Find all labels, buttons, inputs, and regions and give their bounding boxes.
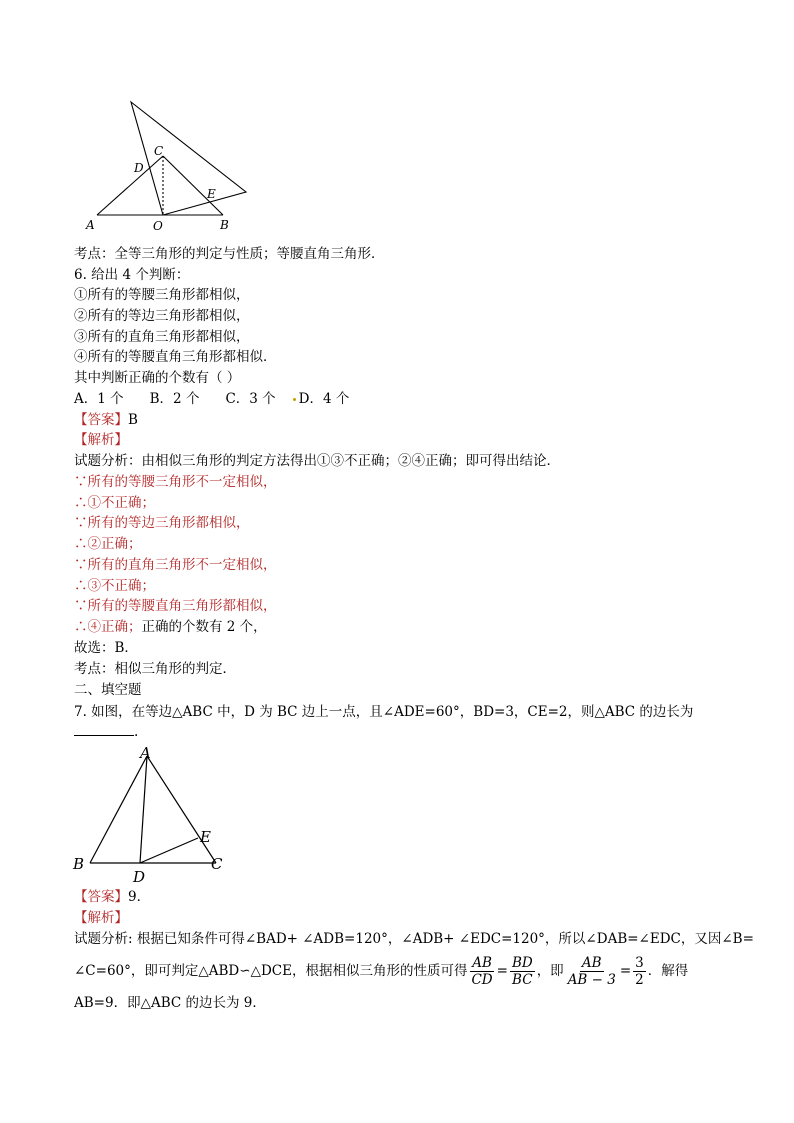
q6-item-1: ①所有的等腰三角形都相似， bbox=[74, 287, 250, 303]
answer-value: B bbox=[128, 412, 138, 428]
triangle-figure-1 bbox=[80, 98, 260, 236]
option-d: D．4 个 bbox=[298, 391, 350, 407]
q6-analysis-line-6: ∴③不正确； bbox=[74, 578, 155, 594]
line8-red-part: ∴④正确； bbox=[74, 619, 142, 635]
line2-text-a: ∠C=60°，即可判定△ABD∽△DCE，根据相似三角形的性质可得 bbox=[74, 963, 468, 979]
section-heading-fill-in: 二、填空题 bbox=[74, 682, 142, 698]
q6-stem: 6. 给出 4 个判断： bbox=[74, 267, 190, 283]
label-B: B bbox=[73, 855, 85, 873]
q6-analysis-label: 【解析】 bbox=[74, 432, 128, 448]
label-C: C bbox=[154, 144, 164, 158]
q6-analysis-intro: 试题分析：由相似三角形的判定方法得出①③不正确；②④正确；即可得出结论． bbox=[74, 453, 560, 469]
q6-options bbox=[74, 389, 349, 409]
fraction-ab-cd: $\frac{AB}{CD}$ bbox=[471, 954, 493, 988]
q6-answer bbox=[74, 410, 138, 430]
answer-label: 【答案】 bbox=[74, 889, 128, 905]
label-C: C bbox=[211, 855, 223, 873]
q6-item-3: ③所有的直角三角形都相似， bbox=[74, 329, 250, 345]
segment-DE bbox=[140, 838, 198, 863]
q7-analysis-line-1: 试题分析: 根据已知条件可得∠BAD+ ∠ADB=120°，∠ADB+ ∠EDC=120°，所以∠DAB=∠EDC，又因∠B= bbox=[74, 931, 754, 947]
q6-question: 其中判断正确的个数有（ ） bbox=[74, 370, 241, 386]
q7-analysis-line-3: AB=9．即△ABC 的边长为 9． bbox=[74, 995, 266, 1011]
label-A: A bbox=[86, 218, 95, 232]
q6-analysis-line-1: ∵所有的等腰三角形不一定相似， bbox=[74, 474, 277, 490]
q7-stem-text: 7. 如图，在等边△ABC 中，D 为 BC 边上一点，且∠ADE=60°，BD=3，CE=2，则△ABC 的边长为 bbox=[74, 704, 694, 720]
fraction-bd-bc: $\frac{BD}{BC}$ bbox=[511, 954, 533, 988]
equals-sign-2: = bbox=[619, 963, 632, 979]
triangle-figure-2 bbox=[70, 743, 240, 883]
q7-analysis-line-2 bbox=[74, 948, 688, 994]
q7-answer bbox=[74, 887, 150, 907]
label-O: O bbox=[153, 219, 163, 233]
option-b: B．2 个 bbox=[149, 391, 200, 407]
label-A: A bbox=[140, 744, 151, 762]
line8-black-part: 正确的个数有 2 个， bbox=[141, 619, 267, 635]
line2-text-b: ，即 bbox=[536, 963, 564, 979]
q7-stem bbox=[74, 702, 724, 742]
q6-analysis-line-8 bbox=[74, 617, 267, 637]
q6-analysis-line-7: ∵所有的等腰直角三角形都相似， bbox=[74, 598, 277, 614]
answer-blank bbox=[74, 723, 134, 736]
answer-value: 9． bbox=[128, 889, 151, 905]
q6-item-2: ②所有的等边三角形都相似， bbox=[74, 308, 250, 324]
q6-item-4: ④所有的等腰直角三角形都相似． bbox=[74, 349, 277, 365]
label-E: E bbox=[200, 828, 211, 846]
q6-analysis-line-3: ∵所有的等边三角形都相似， bbox=[74, 515, 250, 531]
q7-analysis-label: 【解析】 bbox=[74, 910, 128, 926]
line2-text-c: ．解得 bbox=[647, 963, 689, 979]
label-E: E bbox=[207, 187, 216, 201]
fraction-3-2: $\frac{3}{2}$ bbox=[635, 954, 644, 988]
q7-stem-end: . bbox=[134, 724, 139, 740]
segment-AD bbox=[140, 756, 147, 863]
segment-AB bbox=[90, 756, 147, 863]
large-triangle bbox=[131, 102, 246, 215]
segment-AC bbox=[97, 156, 163, 215]
label-B: B bbox=[220, 218, 229, 232]
q6-analysis-line-4: ∴②正确； bbox=[74, 536, 142, 552]
dot-mark bbox=[293, 398, 296, 401]
equals-sign-1: = bbox=[496, 963, 508, 979]
segment-AC bbox=[147, 756, 216, 863]
label-D: D bbox=[133, 868, 146, 883]
answer-label: 【答案】 bbox=[74, 412, 128, 428]
label-D: D bbox=[134, 161, 144, 175]
fraction-ab-ab3: $\frac{AB}{AB - 3}$ bbox=[567, 954, 616, 988]
q6-analysis-line-5: ∵所有的直角三角形不一定相似， bbox=[74, 557, 277, 573]
q6-kaodian: 考点：相似三角形的判定． bbox=[74, 661, 236, 677]
option-a: A．1 个 bbox=[74, 391, 124, 407]
option-c: C．3 个 bbox=[225, 391, 276, 407]
q6-analysis-line-2: ∴①不正确； bbox=[74, 495, 155, 511]
kaodian-1: 考点：全等三角形的判定与性质；等腰直角三角形． bbox=[74, 246, 385, 262]
q6-guxuan: 故选：B． bbox=[74, 640, 138, 656]
